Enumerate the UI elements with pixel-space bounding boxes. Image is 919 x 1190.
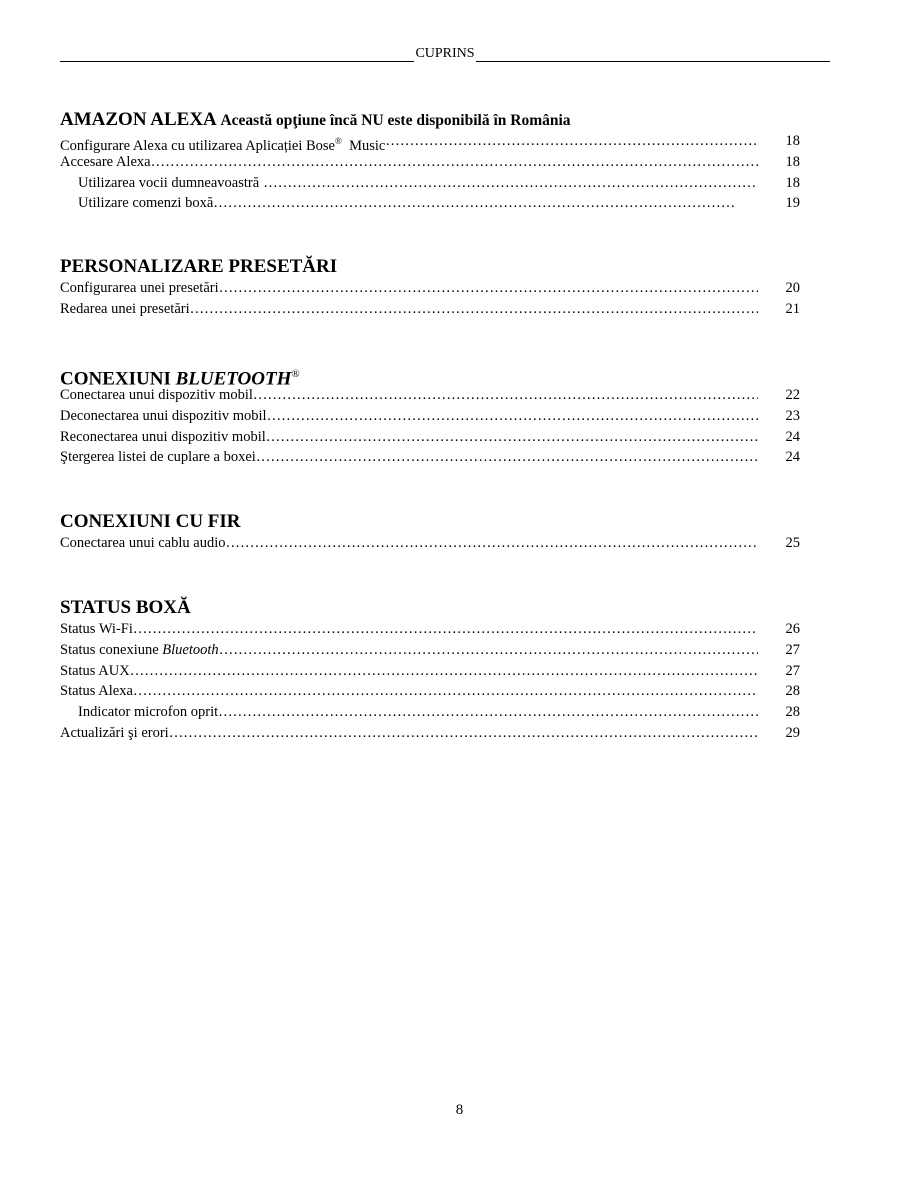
section-personalizare-presetari [60, 256, 800, 320]
section-conexiuni-cu-fir [60, 511, 800, 554]
header-rule-right [476, 47, 830, 62]
section-heading: PERSONALIZARE PRESETĂRI [60, 256, 338, 277]
toc-entry[interactable]: Reconectarea unui dispozitiv mobil …………………………………………………………………………………………………………………………………………………………………… 24 [60, 427, 800, 448]
toc-entry[interactable]: Status conexiune Bluetooth …………………………………………………………………………………………………………………………………………………………………… 27 [60, 640, 800, 661]
section-note: Această opţiune încă NU este disponibilă în România [220, 112, 571, 129]
toc-entry[interactable]: Status Wi-Fi …………………………………………………………………………………………………………………………………………………………………… 26 [60, 619, 800, 640]
section-conexiuni-bluetooth [60, 363, 800, 468]
section-heading: STATUS BOXĂ [60, 597, 191, 618]
section-status-boxa [60, 597, 800, 744]
toc-entry[interactable]: Utilizarea vocii dumneavoastră …………………………………………………………………………………………………………………………………………………………………… 18 [60, 173, 800, 194]
toc-entry[interactable]: Ştergerea listei de cuplare a boxei …………………………………………………………………………………………………………………………………………………………………… 24 [60, 447, 800, 468]
section-heading: AMAZON ALEXA Această opţiune încă NU este disponibilă în România [60, 109, 571, 130]
toc-entry[interactable]: Actualizări şi erori …………………………………………………………………………………………………………………………………………………………………… 29 [60, 723, 800, 744]
section-amazon-alexa [60, 109, 800, 214]
toc-entry[interactable]: Utilizare comenzi boxă …………………………………………………………………………………………………………………………………………………………………… 19 [60, 193, 800, 214]
section-heading: CONEXIUNI BLUETOOTH® [60, 368, 300, 390]
running-header [60, 46, 830, 62]
toc-entry[interactable]: Conectarea unui cablu audio …………………………………………………………………………………………………………………………………………………………………… 25 [60, 533, 800, 554]
header-title: CUPRINS [415, 46, 475, 61]
toc-entry[interactable]: Configurare Alexa cu utilizarea Aplicației Bose® Music …………………………………………………………………………………………………………………………………………………………………… 18 [60, 131, 800, 152]
toc-entry[interactable]: Deconectarea unui dispozitiv mobil …………………………………………………………………………………………………………………………………………………………………… 23 [60, 406, 800, 427]
toc-entry[interactable]: Accesare Alexa …………………………………………………………………………………………………………………………………………………………………… 18 [60, 152, 800, 173]
toc-entry[interactable]: Redarea unei presetări …………………………………………………………………………………………………………………………………………………………………… 21 [60, 299, 800, 320]
toc-entry[interactable]: Status Alexa …………………………………………………………………………………………………………………………………………………………………… 28 [60, 681, 800, 702]
header-rule-left [60, 47, 414, 62]
toc-entry[interactable]: Indicator microfon oprit …………………………………………………………………………………………………………………………………………………………………… 28 [60, 702, 800, 723]
toc-entry[interactable]: Configurarea unei presetări …………………………………………………………………………………………………………………………………………………………………… 20 [60, 278, 800, 299]
toc-entry[interactable]: Status AUX …………………………………………………………………………………………………………………………………………………………………… 27 [60, 661, 800, 682]
toc-entry[interactable]: Conectarea unui dispozitiv mobil …………………………………………………………………………………………………………………………………………………………………… 22 [60, 385, 800, 406]
section-heading: CONEXIUNI CU FIR [60, 511, 241, 532]
page-number: 8 [455, 1102, 464, 1118]
